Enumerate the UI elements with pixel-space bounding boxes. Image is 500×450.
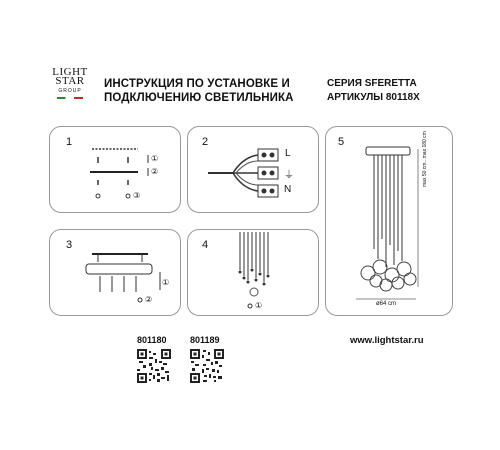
step-1-panel — [49, 126, 181, 213]
brand-logo — [50, 68, 90, 99]
qr-code-icon — [137, 349, 171, 383]
step-4-illustration — [188, 230, 318, 315]
height-label: max 50 cm...max 180 cm — [422, 131, 428, 187]
step-4-panel — [187, 229, 319, 316]
wire-label-ground: ⏚ — [284, 170, 294, 181]
title-line1: ИНСТРУКЦИЯ ПО УСТАНОВКЕ И — [104, 78, 290, 90]
step-number: 5 — [338, 136, 345, 148]
step-1-illustration — [50, 127, 180, 212]
series-info — [327, 77, 420, 105]
step-number: 2 — [202, 136, 209, 148]
logo-line3: GROUP — [58, 88, 82, 94]
step-5-illustration — [326, 127, 452, 315]
marker-2: ② — [145, 295, 153, 304]
wire-label-l: L — [285, 148, 291, 159]
wire-label-n: N — [284, 184, 292, 195]
website-link[interactable]: www.lightstar.ru — [350, 335, 424, 346]
marker-1: ① — [255, 301, 263, 310]
article-code-2: 801189 — [190, 335, 220, 345]
series-line: СЕРИЯ SFERETTA — [327, 78, 417, 89]
article-line: АРТИКУЛЫ 80118X — [327, 92, 420, 103]
logo-line1: LIGHT — [52, 66, 88, 78]
step-2-panel — [187, 126, 319, 213]
page-title — [104, 77, 294, 105]
marker-3: ③ — [133, 191, 141, 200]
marker-1: ① — [162, 278, 170, 287]
flag-stripe — [57, 97, 83, 99]
article-code-1: 801180 — [137, 335, 167, 345]
qr-code-icon — [190, 349, 224, 383]
marker-2: ② — [151, 167, 159, 176]
diameter-label: ø64 cm — [376, 301, 397, 307]
title-line2: ПОДКЛЮЧЕНИЮ СВЕТИЛЬНИКА — [104, 92, 294, 104]
marker-1: ① — [151, 154, 159, 163]
logo-line2: STAR — [55, 75, 85, 87]
step-5-panel — [325, 126, 453, 316]
step-number: 4 — [202, 239, 209, 251]
step-3-illustration — [50, 230, 180, 315]
step-3-panel — [49, 229, 181, 316]
step-number: 1 — [66, 136, 73, 148]
step-number: 3 — [66, 239, 73, 251]
step-2-illustration — [188, 127, 318, 212]
